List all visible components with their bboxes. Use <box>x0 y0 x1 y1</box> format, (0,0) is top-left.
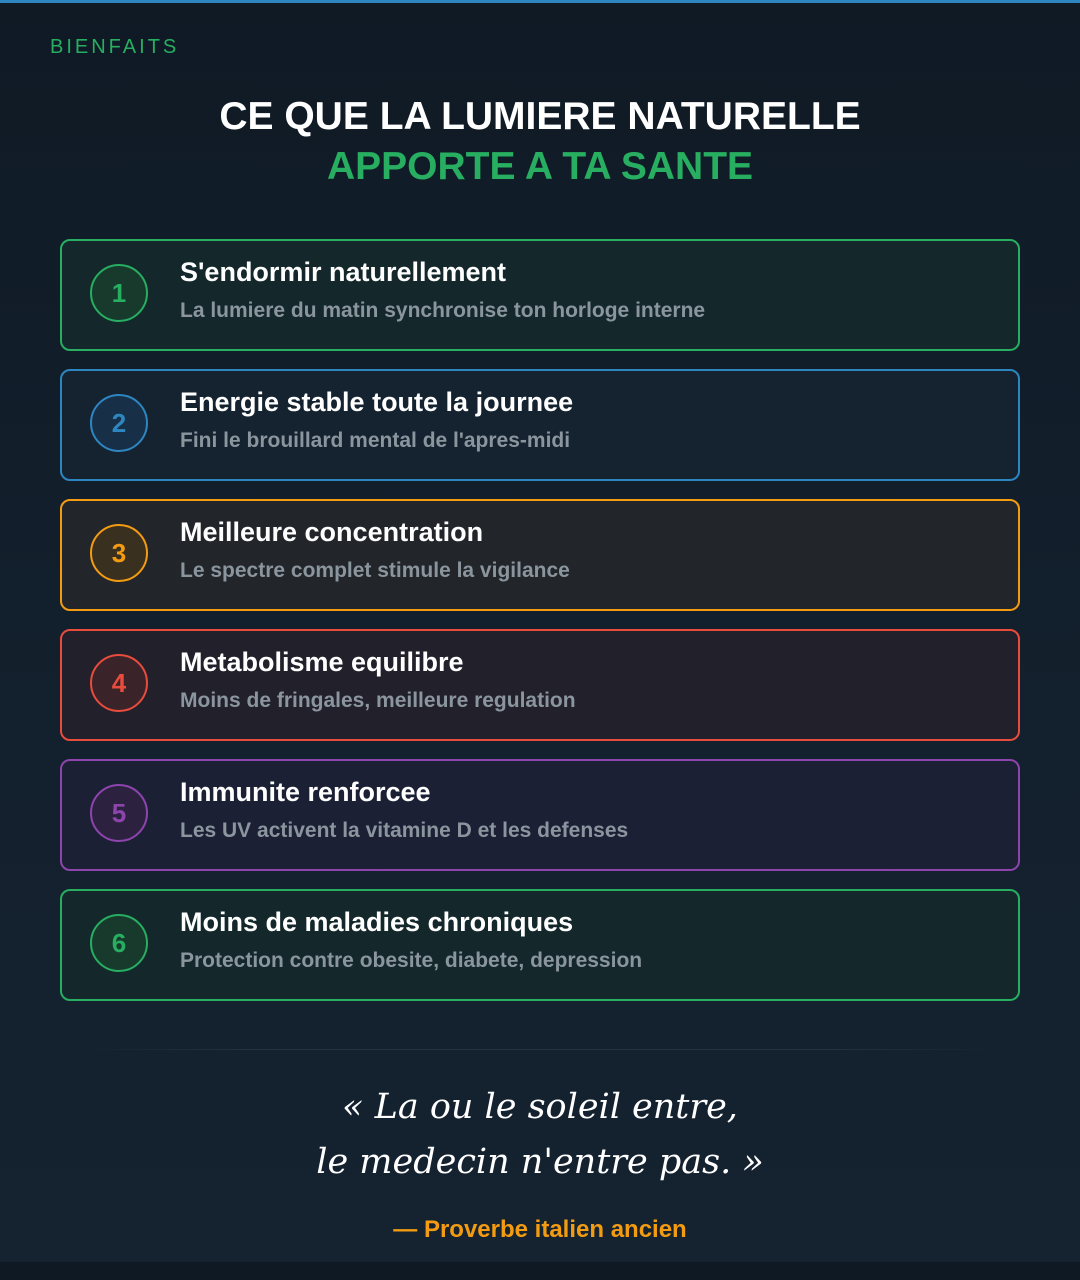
benefit-title: Meilleure concentration <box>180 517 484 547</box>
quote-line-2: le medecin n'entre pas. » <box>316 1142 764 1182</box>
quote-attribution: — Proverbe italien ancien <box>393 1216 687 1243</box>
section-tag: BIENFAITS <box>50 36 180 58</box>
title-line-2: APPORTE A TA SANTE <box>326 145 754 188</box>
benefit-number-badge: 6 <box>90 914 148 972</box>
section-divider <box>80 1049 1000 1050</box>
benefit-number-badge: 4 <box>90 654 148 712</box>
benefit-description: La lumiere du matin synchronise ton horloge interne <box>180 299 706 322</box>
page-title <box>0 92 1080 192</box>
benefit-number-badge: 1 <box>90 264 148 322</box>
benefit-title: Immunite renforcee <box>180 777 431 807</box>
benefit-card-2 <box>60 369 1020 481</box>
benefit-card-5 <box>60 759 1020 871</box>
benefit-title: Metabolisme equilibre <box>180 647 464 677</box>
top-accent-line <box>0 0 1080 3</box>
benefit-description: Protection contre obesite, diabete, depression <box>180 949 643 972</box>
benefit-description: Le spectre complet stimule la vigilance <box>180 559 570 582</box>
benefit-card-1 <box>60 239 1020 351</box>
benefit-number-badge: 5 <box>90 784 148 842</box>
quote-line-1: « La ou le soleil entre, <box>342 1087 738 1127</box>
title-line-1: CE QUE LA LUMIERE NATURELLE <box>219 95 861 138</box>
benefit-title: Moins de maladies chroniques <box>180 907 574 937</box>
benefit-number-badge: 3 <box>90 524 148 582</box>
bottom-strip <box>0 1262 1080 1280</box>
benefit-card-6 <box>60 889 1020 1001</box>
benefits-list <box>60 239 1020 1019</box>
proverb-quote <box>0 1080 1080 1190</box>
benefit-description: Les UV activent la vitamine D et les defenses <box>180 819 629 842</box>
benefit-card-4 <box>60 629 1020 741</box>
benefit-description: Fini le brouillard mental de l'apres-midi <box>180 429 571 452</box>
benefit-description: Moins de fringales, meilleure regulation <box>180 689 576 712</box>
benefit-title: S'endormir naturellement <box>180 257 506 287</box>
benefit-number-badge: 2 <box>90 394 148 452</box>
benefit-card-3 <box>60 499 1020 611</box>
benefit-title: Energie stable toute la journee <box>180 387 574 417</box>
